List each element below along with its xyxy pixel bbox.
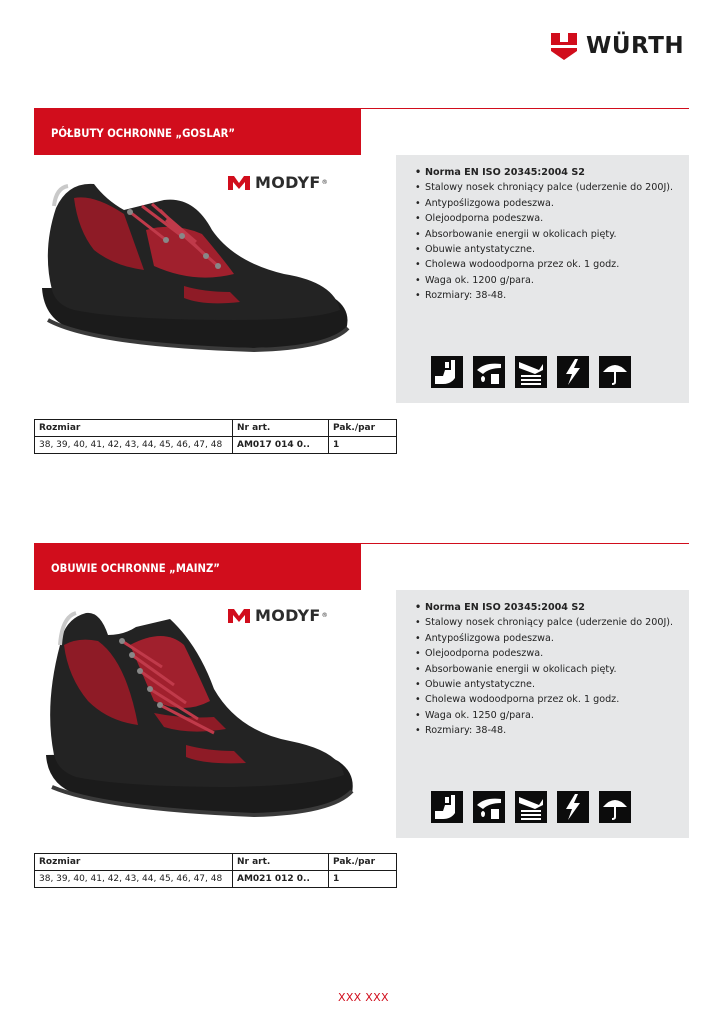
logo-text: WÜRTH <box>586 33 685 59</box>
column-header: Nr art. <box>233 854 329 871</box>
title-bar <box>34 543 361 590</box>
antistatic-icon <box>557 356 589 388</box>
spec-item: • Cholewa wodoodporna przez ok. 1 godz. <box>415 692 677 707</box>
spec-item: • Absorbowanie energii w okolicach pięty. <box>415 662 677 677</box>
brand-name: MODYF <box>255 605 321 625</box>
antistatic-icon <box>557 791 589 823</box>
slip-resistant-icon <box>515 791 547 823</box>
shoe-image-goslar <box>34 170 354 370</box>
spec-item: • Stalowy nosek chroniący palce (uderzenie do 200J). <box>415 615 677 630</box>
wurth-logo <box>549 30 691 62</box>
spec-item: • Antypoślizgowa podeszwa. <box>415 196 677 211</box>
water-resistant-icon <box>599 356 631 388</box>
spec-list <box>415 165 677 304</box>
wurth-logo-icon <box>549 31 579 61</box>
spec-item: • Antypoślizgowa podeszwa. <box>415 631 677 646</box>
modyf-logo-icon <box>226 605 252 625</box>
slip-resistant-icon <box>515 356 547 388</box>
brand-registered-mark: ® <box>321 611 328 619</box>
water-resistant-icon <box>599 791 631 823</box>
spec-item: • Rozmiary: 38-48. <box>415 288 677 303</box>
table-row <box>35 871 397 888</box>
title-divider <box>361 108 689 109</box>
spec-item: • Norma EN ISO 20345:2004 S2 <box>415 600 677 615</box>
product-title: PÓŁBUTY OCHRONNE „GOSLAR” <box>51 126 236 140</box>
table-header-row <box>35 854 397 871</box>
pack-cell: 1 <box>329 871 397 888</box>
oil-resistant-sole-icon <box>473 356 505 388</box>
shoe-image-mainz <box>34 605 354 825</box>
brand-logo <box>226 605 328 625</box>
article-table <box>34 853 397 888</box>
table-row <box>35 437 397 454</box>
brand-registered-mark: ® <box>321 178 328 186</box>
spec-item: • Obuwie antystatyczne. <box>415 677 677 692</box>
article-number-cell: AM021 012 0.. <box>233 871 329 888</box>
column-header: Pak./par <box>329 854 397 871</box>
column-header: Pak./par <box>329 420 397 437</box>
toe-cap-icon <box>431 356 463 388</box>
spec-list <box>415 600 677 739</box>
oil-resistant-sole-icon <box>473 791 505 823</box>
spec-item: • Olejoodporna podeszwa. <box>415 646 677 661</box>
column-header: Nr art. <box>233 420 329 437</box>
brand-logo <box>226 172 328 192</box>
article-number-cell: AM017 014 0.. <box>233 437 329 454</box>
spec-item: • Waga ok. 1250 g/para. <box>415 708 677 723</box>
page-number: XXX XXX <box>338 991 389 1004</box>
spec-item: • Absorbowanie energii w okolicach pięty. <box>415 227 677 242</box>
modyf-logo-icon <box>226 172 252 192</box>
spec-item: • Cholewa wodoodporna przez ok. 1 godz. <box>415 257 677 272</box>
spec-item: • Waga ok. 1200 g/para. <box>415 273 677 288</box>
sizes-cell: 38, 39, 40, 41, 42, 43, 44, 45, 46, 47, 48 <box>35 871 233 888</box>
sizes-cell: 38, 39, 40, 41, 42, 43, 44, 45, 46, 47, 48 <box>35 437 233 454</box>
column-header: Rozmiar <box>35 854 233 871</box>
title-bar <box>34 108 361 155</box>
spec-panel <box>396 155 689 403</box>
spec-item: • Norma EN ISO 20345:2004 S2 <box>415 165 677 180</box>
column-header: Rozmiar <box>35 420 233 437</box>
title-divider <box>361 543 689 544</box>
spec-panel <box>396 590 689 838</box>
spec-item: • Rozmiary: 38-48. <box>415 723 677 738</box>
spec-item: • Obuwie antystatyczne. <box>415 242 677 257</box>
pictogram-row <box>431 791 631 823</box>
toe-cap-icon <box>431 791 463 823</box>
pictogram-row <box>431 356 631 388</box>
table-header-row <box>35 420 397 437</box>
product-title: OBUWIE OCHRONNE „MAINZ” <box>51 561 220 575</box>
brand-name: MODYF <box>255 172 321 192</box>
spec-item: • Stalowy nosek chroniący palce (uderzenie do 200J). <box>415 180 677 195</box>
article-table <box>34 419 397 454</box>
spec-item: • Olejoodporna podeszwa. <box>415 211 677 226</box>
pack-cell: 1 <box>329 437 397 454</box>
